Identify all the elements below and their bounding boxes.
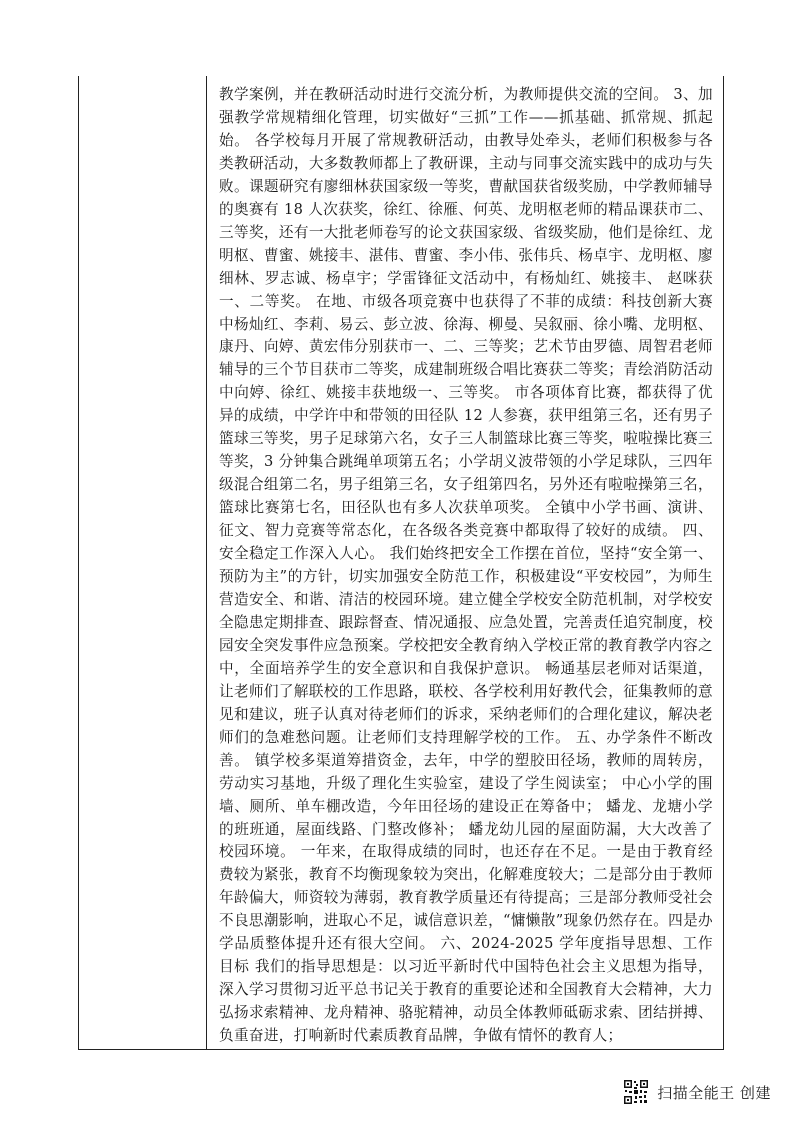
qr-code-icon bbox=[623, 1079, 649, 1105]
watermark-label: 扫描全能王 创建 bbox=[657, 1083, 771, 1102]
body-paragraph: 教学案例，并在教研活动时进行交流分析，为教师提供交流的空间。 3、加强教学常规精细化管理，切实做好“三抓”工作——抓基础、抓常规、抓起始。 各学校每月开展了常规教研活动，由教导处牵头，老师们积极参与各类教研活动，大多数教师都上了教研课，主动与同事交流实践中的成功与失败。课题研究有廖细林获国家级一等奖，曹献国获省级奖励，中学教师辅导的奥赛有 18 人次获奖，徐红、徐雁、何英、龙明枢老师的精品课获市二、三等奖，还有一大批老师卷写的论文获国家级、省级奖励，他们是徐红、龙明枢、曹蜜、姚接丰、湛伟、曹蜜、李小伟、张伟兵、杨卓宇、龙明枢、廖细林、罗志诚、杨卓宇；学雷锋征文活动中，有杨灿红、姚接丰、 赵咪获一、二等奖。 在地、市级各项竞赛中也获得了不菲的成绩：科技创新大赛中杨灿红、李莉、易云、彭立波、徐海、柳曼、吴叙丽、徐小嘴、龙明枢、康丹、向婷、黄宏伟分别获市一、二、三等奖；艺术节由罗德、周智君老师辅导的三个节目获市二等奖，成建制班级合唱比赛获二等奖；青绘消防活动中向婷、徐红、姚接丰获地级一、三等奖。 市各项体育比赛，都获得了优异的成绩，中学许中和带领的田径队 12 人参赛，获甲组第三名，还有男子篮球三等奖，男子足球第六名，女子三人制篮球比赛三等奖，啦啦操比赛三等奖，3 分钟集合跳绳单项第五名；小学胡义波带领的小学足球队，三四年级混合组第二名，男子组第三名，女子组第四名，另外还有啦啦操第三名，篮球比赛第七名，田径队也有多人次获单项奖。 全镇中小学书画、演讲、征文、智力竞赛等常态化，在各级各类竞赛中都取得了较好的成绩。 四、安全稳定工作深入人心。 我们始终把安全工作摆在首位，坚持“安全第一、预防为主”的方针，切实加强安全防范工作，积极建设“平安校园”，为师生营造安全、和谐、清洁的校园环境。建立健全学校安全防范机制，对学校安全隐患定期排查、跟踪督查、情况通报、应急处置，完善责任追究制度，校园安全突发事件应急预案。学校把安全教育纳入学校正常的教育教学内容之中，全面培养学生的安全意识和自我保护意识。 畅通基层老师对话渠道，让老师们了解联校的工作思路，联校、各学校利用好教代会，征集教师的意见和建议，班子认真对待老师们的诉求，采纳老师们的合理化建议，解决老师们的急难愁问题。让老师们支持理解学校的工作。 五、办学条件不断改善。 镇学校多渠道筹措资金，去年，中学的塑胶田径场，教师的周转房，劳动实习基地，升级了理化生实验室，建设了学生阅读室； 中心小学的围墙、厕所、单车棚改造，今年田径场的建设正在筹备中； 蟠龙、龙塘小学的班班通，屋面线路、门整改修补； 蟠龙幼儿园的屋面防漏，大大改善了校园环境。 一年来，在取得成绩的同时，也还存在不足。一是由于教育经费较为紧张，教育不均衡现象较为突出，化解难度较大；二是部分由于教师年龄偏大，师资较为薄弱，教育教学质量还有待提高；三是部分教师受社会不良思潮影响，进取心不足，诚信意识差，“慵懒散”现象仍然存在。四是办学品质整体提升还有很大空间。 六、2024-2025 学年度指导思想、工作目标 我们的指导思想是：以习近平新时代中国特色社会主义思想为指导，深入学习贯彻习近平总书记关于教育的重要论述和全国教育大会精神，大力弘扬求索精神、龙舟精神、骆驼精神，动员全体教师砥砺求索、团结拼搏、负重奋进，打响新时代素质教育品牌，争做有情怀的教育人； bbox=[219, 86, 713, 1045]
table-content-cell bbox=[207, 76, 723, 1049]
table-label-cell bbox=[79, 76, 207, 1049]
document-table bbox=[78, 76, 724, 1050]
scanner-watermark bbox=[623, 1078, 771, 1106]
